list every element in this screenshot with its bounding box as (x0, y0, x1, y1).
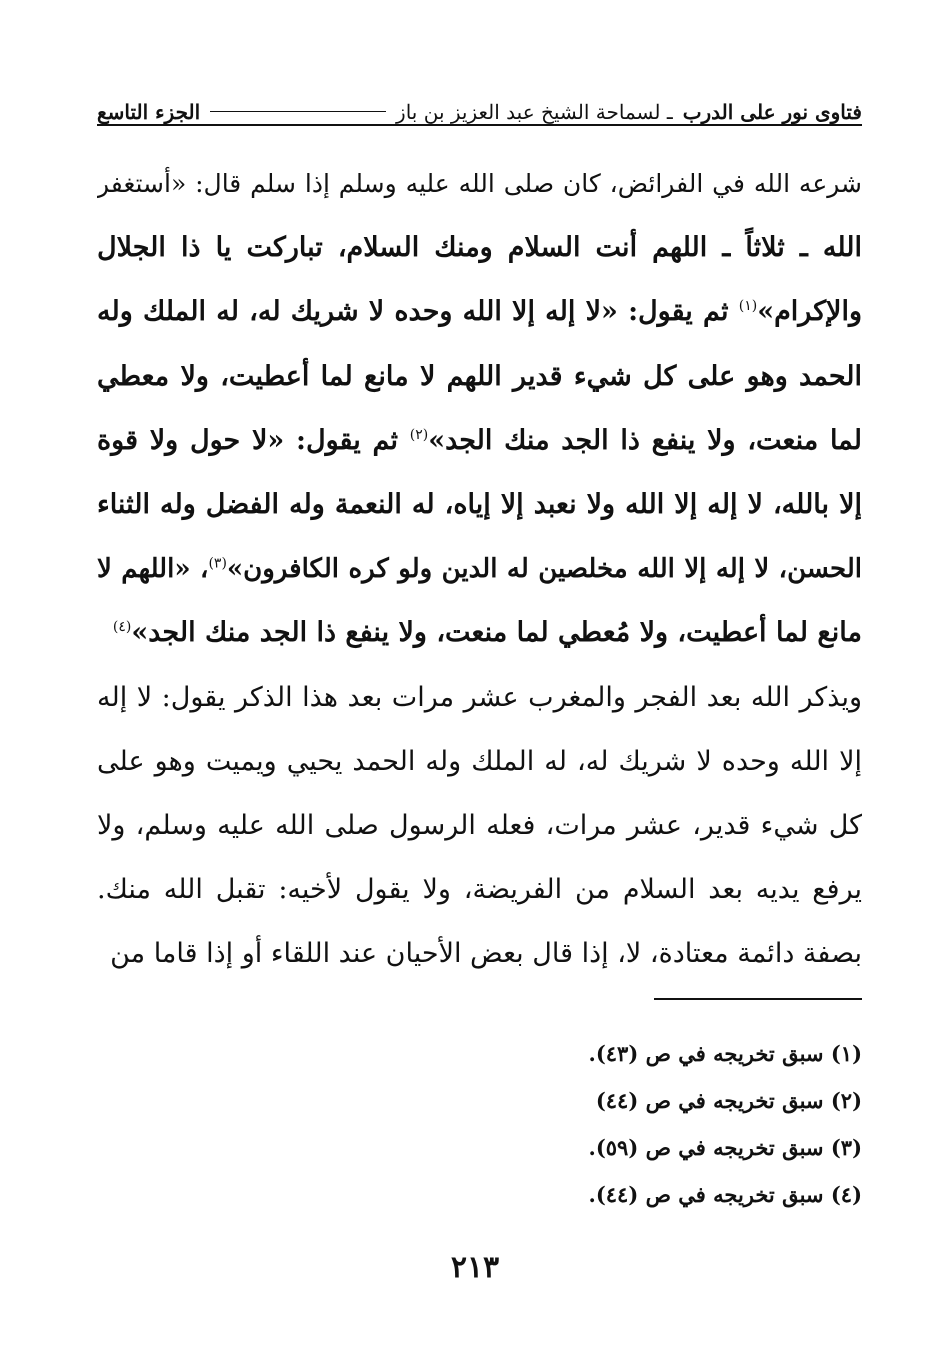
footnote-item: (١) سبق تخريجه في ص (٤٣). (588, 1041, 862, 1066)
body-line-text: ثم يقول: «لا حول ولا قوة (97, 424, 410, 456)
running-header (97, 88, 862, 126)
body-line (97, 409, 862, 473)
body-line (97, 280, 862, 344)
body-line (97, 345, 862, 409)
footnote-rule (654, 998, 862, 1000)
body-line (97, 152, 862, 216)
body-line (97, 216, 862, 280)
footnotes (97, 1030, 862, 1218)
body-line-text: الحسن، لا إله إلا الله مخلصين له الدين ولو كره الكافرون» (226, 554, 862, 585)
footnote-ref[interactable]: (٤) (112, 619, 132, 636)
body-line (97, 473, 862, 537)
body-line-text: إلا بالله، لا إله إلا الله ولا نعبد إلا إياه، له النعمة وله الفضل وله الثناء (97, 488, 862, 520)
page-number: ٢١٣ (450, 1250, 500, 1285)
footnote-item: (٤) سبق تخريجه في ص (٤٤). (588, 1182, 862, 1207)
body-line (97, 601, 862, 665)
volume-part: الجزء التاسع (97, 100, 201, 124)
footnote-ref[interactable]: (٢) (409, 426, 429, 443)
book-title: فتاوى نور على الدرب (682, 100, 862, 124)
body-line-text: كل شيء قدير، عشر مرات، فعله الرسول صلى الله عليه وسلم، ولا (97, 809, 862, 841)
body-line-text: والإكرام» (757, 296, 862, 328)
body-line-text: ويذكر الله بعد الفجر والمغرب عشر مرات بعد هذا الذكر يقول: لا إله (97, 681, 862, 713)
body-line (97, 794, 862, 858)
header-separator (210, 111, 386, 112)
body-line (97, 730, 862, 794)
footnote-ref[interactable]: (١) (738, 298, 758, 315)
body-line (97, 858, 862, 922)
body-line (97, 537, 862, 601)
body-text (97, 152, 862, 986)
author-line: ـ لسماحة الشيخ عبد العزيز بن باز (396, 100, 673, 124)
body-line-text: يرفع يديه بعد السلام من الفريضة، ولا يقول لأخيه: تقبل الله منك. (97, 874, 862, 906)
body-line (97, 666, 862, 730)
body-line-text: لما منعت، ولا ينفع ذا الجد منك الجد» (428, 424, 862, 456)
footnote-ref[interactable]: (٣) (208, 555, 227, 572)
body-line-text: إلا الله وحده لا شريك له، له الملك وله الحمد يحيي ويميت وهو على (97, 745, 862, 777)
footnote-item: (٣) سبق تخريجه في ص (٥٩). (588, 1135, 862, 1160)
footnote-item: (٢) سبق تخريجه في ص (٤٤) (595, 1088, 862, 1113)
body-line (97, 922, 862, 986)
body-line-text: بصفة دائمة معتادة، لا، إذا قال بعض الأحيان عند اللقاء أو إذا قاما من (110, 938, 862, 970)
body-line-text: شرعه الله في الفرائض، كان صلى الله عليه وسلم إذا سلم قال: «أستغفر (97, 169, 862, 198)
body-line-text: ، «اللهم لا (97, 554, 209, 585)
body-line-text: مانع لما أعطيت، ولا مُعطي لما منعت، ولا ينفع ذا الجد منك الجد» (131, 617, 862, 649)
body-line-text: الحمد وهو على كل شيء قدير اللهم لا مانع لما أعطيت، ولا معطي (97, 360, 862, 392)
body-line-text: ثم يقول: «لا إله إلا الله وحده لا شريك له، له الملك وله (97, 296, 739, 328)
body-line-text: الله ـ ثلاثاً ـ اللهم أنت السلام ومنك السلام، تباركت يا ذا الجلال (97, 232, 862, 264)
